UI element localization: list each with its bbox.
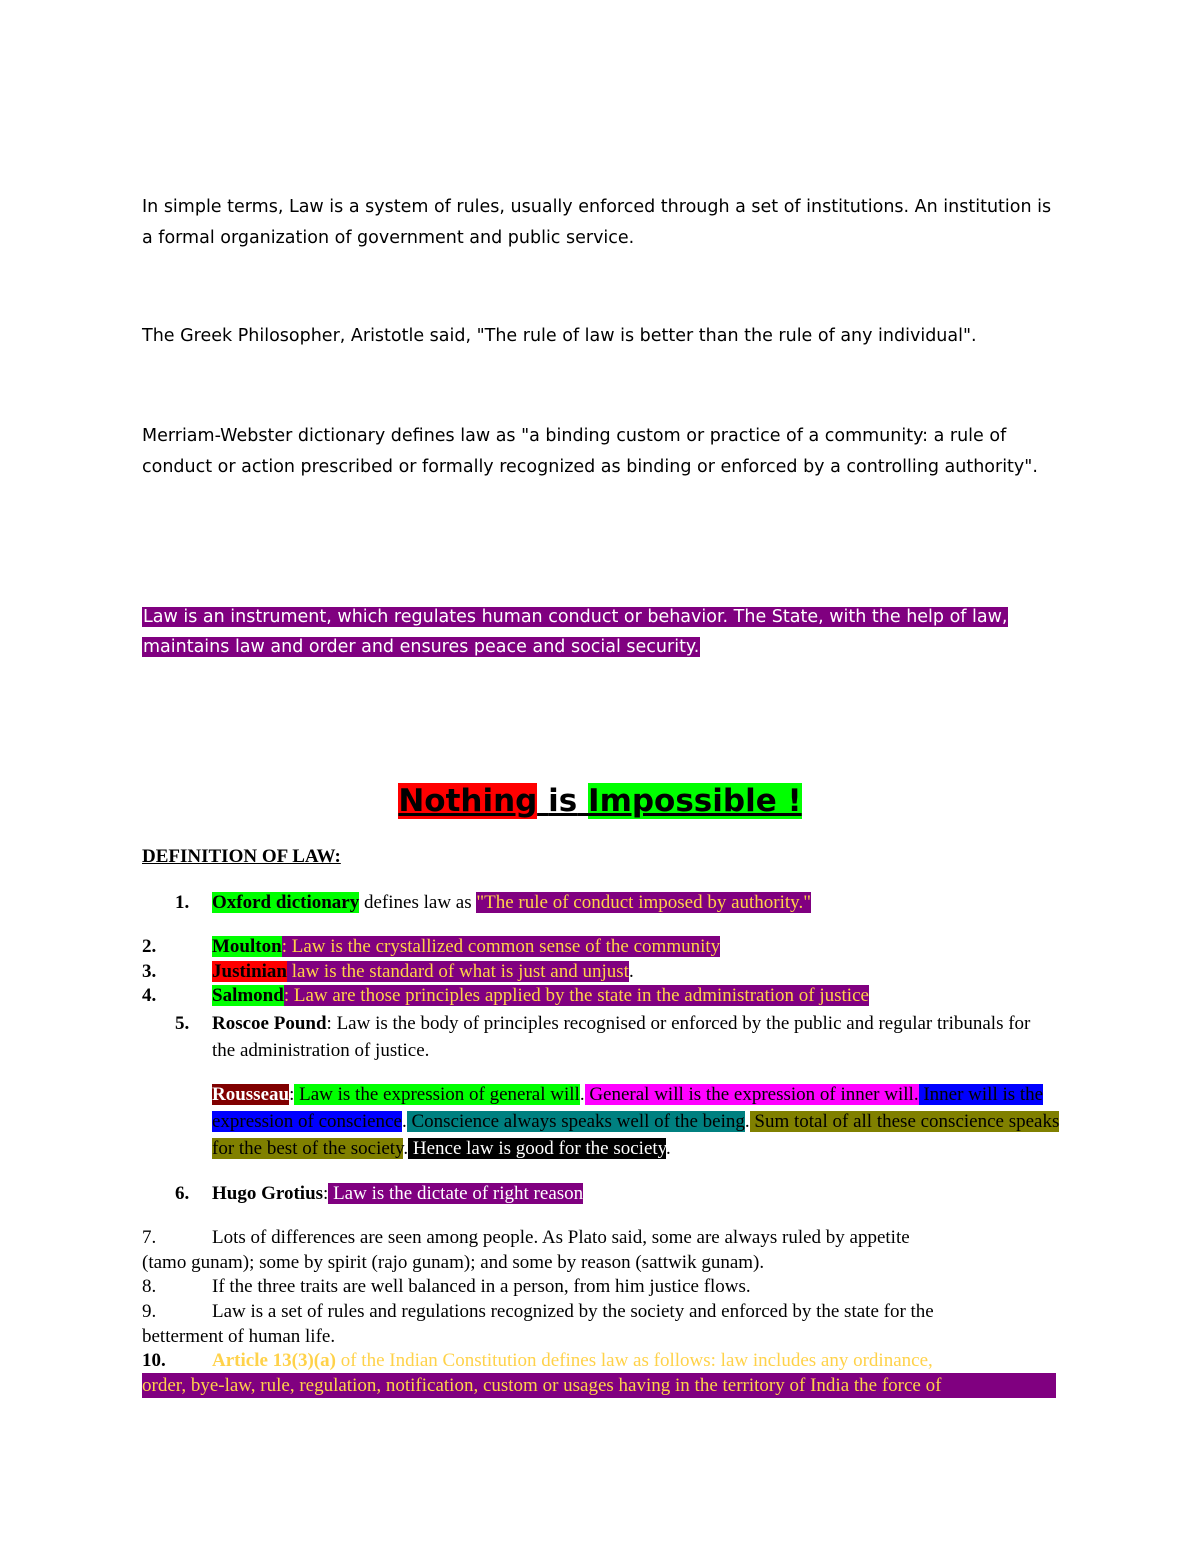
intro-paragraph-4 (142, 602, 1062, 662)
definition-4-name: Salmond (212, 985, 284, 1006)
list-number: 8. (142, 1276, 157, 1297)
list-number: 3. (142, 961, 157, 982)
highlight-line-2: maintains law and order and ensures peace and social security. (143, 637, 700, 657)
rousseau-dot-3: . (744, 1111, 750, 1132)
definition-3-text: law is the standard of what is just and unjust (286, 961, 629, 982)
definition-10-name: Article 13(3)(a) (212, 1350, 336, 1371)
definition-5-name: Roscoe Pound (212, 1013, 327, 1034)
rousseau-s4: Conscience always speaks well of the being (406, 1111, 745, 1132)
definition-7-continued: (tamo gunam); some by spirit (rajo gunam); and some by reason (sattwik gunam). (142, 1252, 765, 1273)
definition-7-text: Lots of differences are seen among people. As Plato said, some are always ruled by appetite (212, 1227, 910, 1248)
rousseau-colon: : (289, 1084, 295, 1105)
definition-2-name: Moulton (212, 936, 282, 957)
definition-10-text: of the Indian Constitution defines law as follows: law includes any ordinance, (335, 1350, 933, 1371)
list-number: 4. (142, 985, 157, 1006)
title-word-is: is (548, 783, 578, 819)
definition-5-text: : Law is the body of principles recognised or enforced by the public and regular tribunals for the administration of justice. (212, 1013, 1031, 1061)
definition-9-continued: betterment of human life. (142, 1326, 336, 1347)
title-word-impossible: Impossible ! (588, 783, 802, 819)
rousseau-s6: Hence law is good for the society (408, 1138, 666, 1159)
list-number: 6. (175, 1183, 190, 1204)
rousseau-dot-2: . (401, 1111, 407, 1132)
definition-1-quote: "The rule of conduct imposed by authority." (476, 892, 811, 913)
highlight-line-1: Law is an instrument, which regulates human conduct or behavior. The State, with the help of law, (143, 607, 1008, 627)
rousseau-dot-1: . (579, 1084, 585, 1105)
rousseau-name: Rousseau (212, 1084, 290, 1105)
rousseau-s2: General will is the expression of inner will. (584, 1084, 919, 1105)
intro-paragraph-3: Merriam-Webster dictionary defines law as "a binding custom or practice of a community: a rule of conduct or action prescribed or formally recognized as binding or enforced by a controlling authority". (142, 426, 1038, 477)
rousseau-dot-4: . (403, 1138, 409, 1159)
definition-8-text: If the three traits are well balanced in a person, from him justice flows. (212, 1276, 751, 1297)
definition-6-name: Hugo Grotius (212, 1183, 324, 1204)
definition-3-end: . (628, 961, 634, 982)
definition-2-text: : Law is the crystallized common sense of the community (281, 936, 721, 957)
definition-10-continued: order, bye-law, rule, regulation, notification, custom or usages having in the territory of India the force of (142, 1373, 1056, 1398)
definition-1-name: Oxford dictionary (212, 892, 360, 913)
rousseau-definition (212, 1081, 1062, 1162)
definition-3-name: Justinian (212, 961, 287, 982)
definition-9-text: Law is a set of rules and regulations recognized by the society and enforced by the state for the (212, 1301, 934, 1322)
rousseau-s5: Sum total of all these conscience speaks for the best of the society (212, 1111, 1060, 1159)
definition-6-text: Law is the dictate of right reason (328, 1183, 584, 1204)
list-number: 7. (142, 1227, 157, 1248)
definition-1-mid: defines law as (359, 892, 477, 913)
list-number: 1. (175, 892, 190, 913)
intro-paragraph-2: The Greek Philosopher, Aristotle said, "The rule of law is better than the rule of any individual". (142, 326, 977, 346)
rousseau-s3: Inner will is the expression of conscience (212, 1084, 1044, 1132)
list-number: 2. (142, 936, 157, 957)
rousseau-s1: Law is the expression of general will (294, 1084, 580, 1105)
title-word-nothing: Nothing (398, 783, 538, 819)
intro-paragraph-1: In simple terms, Law is a system of rules, usually enforced through a set of institutions. An institution is a formal organization of government and public service. (142, 197, 1052, 248)
list-number: 10. (142, 1350, 166, 1371)
rousseau-dot-5: . (665, 1138, 671, 1159)
list-number: 5. (175, 1013, 190, 1034)
definition-6-colon: : (323, 1183, 329, 1204)
page-title (0, 783, 1200, 819)
list-number: 9. (142, 1301, 157, 1322)
definition-4-text: : Law are those principles applied by the state in the administration of justice (283, 985, 869, 1006)
section-heading: DEFINITION OF LAW: (142, 846, 341, 867)
